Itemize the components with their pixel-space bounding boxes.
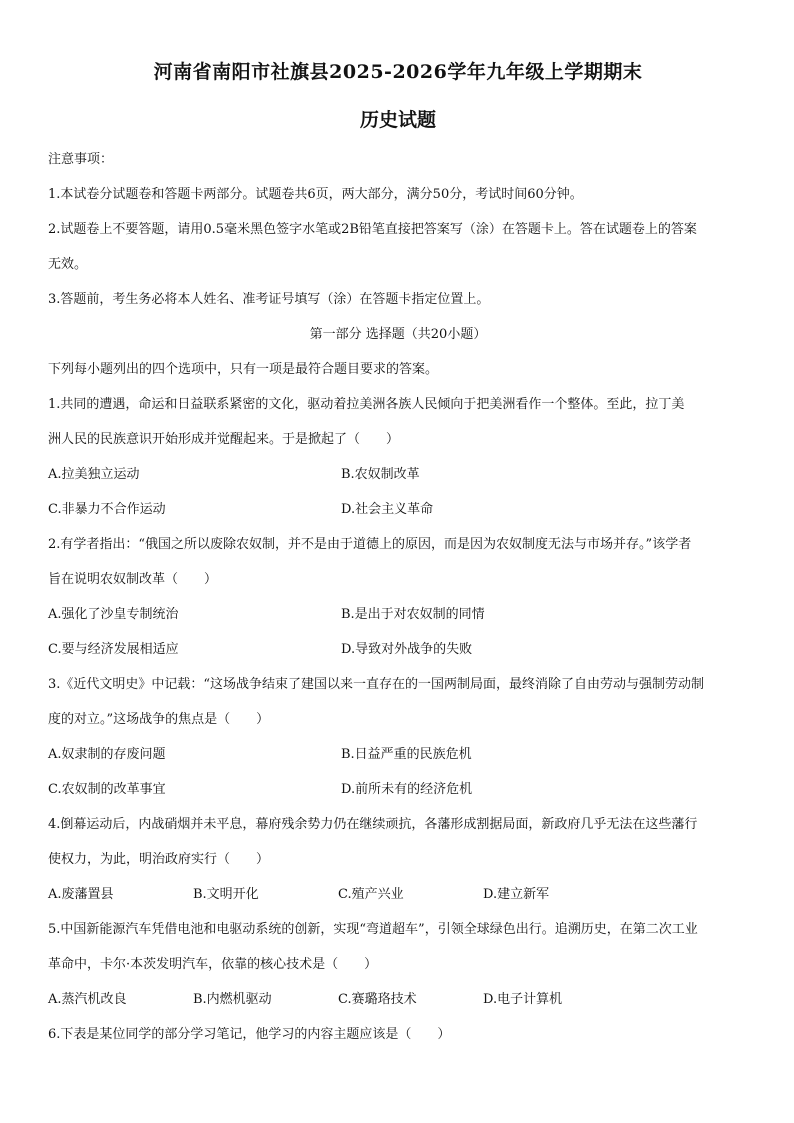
option-d: D.电子计算机 — [483, 992, 563, 1007]
section-heading: 第一部分 选择题（共20小题） — [309, 327, 487, 342]
option-b: B.是出于对农奴制的同情 — [341, 607, 485, 622]
question-stem-line: 旨在说明农奴制改革（ ） — [48, 572, 218, 587]
notice-item: 无效。 — [48, 257, 88, 272]
question-stem-line: 革命中，卡尔·本茨发明汽车，依靠的核心技术是（ ） — [48, 957, 378, 972]
question-6 — [48, 1017, 748, 1052]
question-2 — [48, 527, 748, 667]
question-4 — [48, 807, 748, 912]
option-b: B.日益严重的民族危机 — [341, 747, 472, 762]
question-stem-line: 6.下表是某位同学的部分学习笔记，他学习的内容主题应该是（ ） — [48, 1027, 451, 1042]
option-row — [48, 597, 748, 632]
question-stem-line: 度的对立。”这场战争的焦点是（ ） — [48, 712, 270, 727]
option-c: C.农奴制的改革事宜 — [48, 782, 166, 797]
option-c: C.非暴力不合作运动 — [48, 502, 166, 517]
option-row — [48, 492, 748, 527]
option-c: C.赛璐珞技术 — [338, 992, 417, 1007]
option-a: A.强化了沙皇专制统治 — [48, 607, 179, 622]
question-5 — [48, 912, 748, 1017]
question-3 — [48, 667, 748, 807]
option-row — [48, 457, 748, 492]
exam-page — [48, 58, 748, 1052]
question-stem-line: 5.中国新能源汽车凭借电池和电驱动系统的创新，实现“弯道超车”，引领全球绿色出行。追溯历史，在第二次工业 — [48, 922, 698, 937]
question-stem-line: 4.倒幕运动后，内战硝烟并未平息，幕府残余势力仍在继续顽抗，各藩形成割据局面，新政府几乎无法在这些藩行 — [48, 817, 698, 832]
option-a: A.奴隶制的存废问题 — [48, 747, 166, 762]
option-a: A.蒸汽机改良 — [48, 992, 127, 1007]
notice-item: 1.本试卷分试题卷和答题卡两部分。试题卷共6页，两大部分，满分50分，考试时间60分钟。 — [48, 187, 583, 202]
option-row — [48, 772, 748, 807]
option-a: A.拉美独立运动 — [48, 467, 140, 482]
option-row — [48, 632, 748, 667]
option-row — [48, 737, 748, 772]
question-stem-line: 1.共同的遭遇，命运和日益联系紧密的文化，驱动着拉美洲各族人民倾向于把美洲看作一个整体。至此，拉丁美 — [48, 397, 685, 412]
option-a: A.废藩置县 — [48, 887, 114, 902]
exam-subtitle: 历史试题 — [359, 109, 436, 131]
notice-item: 3.答题前，考生务必将本人姓名、准考证号填写（涂）在答题卡指定位置上。 — [48, 292, 490, 307]
option-d: D.社会主义革命 — [341, 502, 434, 517]
question-stem-line: 使权力，为此，明治政府实行（ ） — [48, 852, 270, 867]
option-c: C.要与经济发展相适应 — [48, 642, 179, 657]
option-d: D.建立新军 — [483, 887, 550, 902]
question-1 — [48, 387, 748, 527]
question-stem-line: 2.有学者指出：“俄国之所以废除农奴制，并不是由于道德上的原因，而是因为农奴制度无法与市场并存。”该学者 — [48, 537, 692, 552]
option-c: C.殖产兴业 — [338, 887, 404, 902]
option-row — [48, 982, 748, 1017]
question-stem-line: 3.《近代文明史》中记载：“这场战争结束了建国以来一直存在的一国两制局面，最终消除了自由劳动与强制劳动制 — [48, 677, 705, 692]
option-b: B.农奴制改革 — [341, 467, 420, 482]
option-d: D.前所未有的经济危机 — [341, 782, 473, 797]
notice-heading: 注意事项： — [48, 152, 114, 167]
option-b: B.内燃机驱动 — [193, 992, 272, 1007]
option-d: D.导致对外战争的失败 — [341, 642, 473, 657]
option-row — [48, 877, 748, 912]
notice-item: 2.试题卷上不要答题，请用0.5毫米黑色签字水笔或2B铅笔直接把答案写（涂）在答题卡上。答在试题卷上的答案 — [48, 222, 697, 237]
option-b: B.文明开化 — [193, 887, 259, 902]
section-instruction: 下列每小题列出的四个选项中，只有一项是最符合题目要求的答案。 — [48, 362, 439, 377]
question-stem-line: 洲人民的民族意识开始形成并觉醒起来。于是掀起了（ ） — [48, 432, 400, 447]
exam-title: 河南省南阳市社旗县2025-2026学年九年级上学期期末 — [153, 61, 643, 83]
